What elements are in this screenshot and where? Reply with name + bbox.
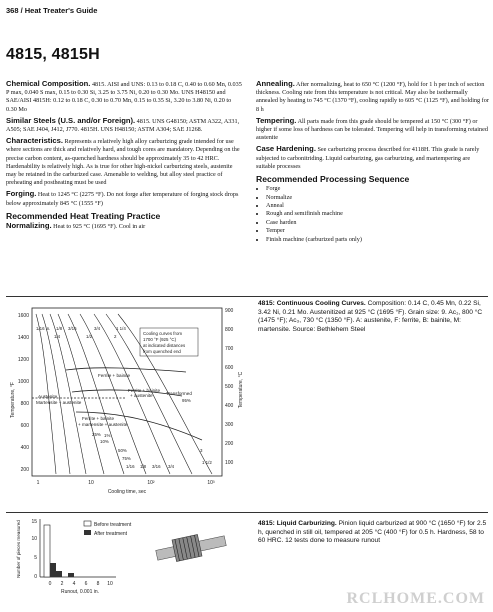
pct-label: 25% <box>92 432 101 437</box>
curve-label: 1/4 <box>54 334 61 339</box>
y-axis-label-f: Temperature, °F <box>10 382 16 418</box>
list-item: • Forge <box>266 185 490 193</box>
ferrite-start-line <box>66 368 186 372</box>
y-tick: 10 <box>31 536 37 542</box>
char-head: Characteristics. <box>6 136 63 146</box>
curve-label: 3/4 <box>94 326 101 331</box>
similar-steels <box>6 117 242 134</box>
y-tick-c: 400 <box>225 403 234 409</box>
divider <box>6 296 488 297</box>
legend-after: After treatment <box>94 531 128 537</box>
list-item: • Rough and semifinish machine <box>266 210 490 218</box>
fig1-caption-body: Composition: 0.14 C, 0.45 Mn, 0.22 Si, 3.42 Ni, 0.21 Mo. Austenitized at 925 °C (1695 °F). Grain size: 9. Ac₁, 800 °C (1475 °F); Ac₃, 730 °C (1350 °F). A: austenite, F: ferrite, B: bainite, M: martensite. Source: Bethlehem Steel <box>258 300 483 333</box>
fig1-caption-title: 4815: Continuous Cooling Curves. <box>258 300 366 307</box>
pct-label: 1% <box>104 433 111 438</box>
case-hardening <box>256 145 490 171</box>
characteristics <box>6 137 242 187</box>
runout-histogram <box>6 515 250 595</box>
temp-head: Tempering. <box>256 115 297 125</box>
cooling-curve <box>58 314 104 474</box>
x-tick: 10 <box>107 581 113 587</box>
right-column <box>256 80 490 244</box>
y-tick-f: 1400 <box>17 335 29 341</box>
x-tick: 1 <box>36 480 40 486</box>
x-tick: 10³ <box>207 480 215 486</box>
y-tick-c: 900 <box>225 308 234 314</box>
chem-body: 4815. AISI and UNS: 0.13 to 0.18 C, 0.40 to 0.60 Mn, 0.035 P max, 0.040 S max, 0.15 to 0.30 Si, 3.25 to 3.75 Ni, 0.20 to 0.30 Mo. UNS H48150 and SAE/AISI 4815H: 0.12 to 0.18 C, 0.30 to 0.70 Mn, 0.15 to 0.35 Si, 3.20 to 3.80 Ni, 0.20 to 0.30 Mo <box>6 81 242 113</box>
curve-label: 3/16 <box>152 464 161 469</box>
region-label: Ferrite + bainite <box>82 416 115 421</box>
divider <box>6 512 488 513</box>
pct-label: 75% <box>122 456 131 461</box>
y-tick-f: 400 <box>20 445 29 451</box>
sim-body: 4815. UNS G48150; ASTM A322, A331, A505; SAE J404, J412, J770. 4815H. UNS H48150; ASTM A304; SAE J1268. <box>6 117 240 134</box>
norm-head: Normalizing. <box>6 221 52 231</box>
curve-label: 1/16 in. <box>36 326 51 331</box>
case-body: See carburizing process described for 4118H. This grade is rarely subjected to carbonitriding. Liquid carburizing, gas carburizing, and martempering are suitable processes <box>256 146 480 170</box>
list-item: • Anneal <box>266 202 490 210</box>
y-axis-label-c: Temperature, °C <box>238 371 244 409</box>
x-tick: 0 <box>48 581 52 587</box>
y-tick-f: 600 <box>20 423 29 429</box>
x-tick: 4 <box>72 581 76 587</box>
left-column <box>6 80 242 234</box>
ann-head: Annealing. <box>256 79 295 88</box>
pinion-illustration <box>156 535 227 562</box>
y-tick-c: 700 <box>225 346 234 352</box>
curve-label: 1 1/2 <box>202 460 212 465</box>
inset-line: Cooling curves from <box>143 331 183 336</box>
y-tick-c: 100 <box>225 460 234 466</box>
curve-label: 1 1/4 <box>116 326 126 331</box>
x-tick: 2 <box>60 581 64 587</box>
bar-after <box>56 571 62 577</box>
norm-body: Heat to 925 °C (1695 °F). Cool in air <box>53 223 146 231</box>
y-tick-f: 800 <box>20 401 29 407</box>
curve-label: 1/8 <box>56 326 63 331</box>
y-tick: 0 <box>34 574 37 580</box>
curve-label: 2 <box>114 334 117 339</box>
x-tick: 8 <box>96 581 100 587</box>
figure2-caption <box>258 520 488 546</box>
running-header: 368 / Heat Treater's Guide <box>6 6 98 15</box>
tempering <box>256 117 490 143</box>
inset-line: 1700 °F (925 °C) <box>143 337 177 342</box>
bar-after <box>68 573 74 577</box>
fig2-caption-body: Pinion liquid carburized at 900 °C (1650 °F) for 2.5 h, quenched in still oil, tempered at 205 °C (400 °F) for 0.5 h. Hardness, 58 to 60 HRC. 12 tests done to measure runout <box>258 520 487 545</box>
bar-before <box>44 525 50 577</box>
y-tick-c: 600 <box>225 365 234 371</box>
list-item: • Normalize <box>266 194 490 202</box>
y-axis-label: Number of pieces measured <box>16 520 21 578</box>
curve-label: 3 <box>200 448 203 453</box>
region-label: Transformed <box>166 391 192 396</box>
x-axis-label: Runout, 0.001 in. <box>60 589 100 595</box>
y-tick: 15 <box>31 519 37 525</box>
inset-line: at indicated distances <box>143 343 186 348</box>
legend-swatch-after <box>84 530 91 535</box>
inset-line: from quenched end <box>143 349 181 354</box>
y-tick-f: 1000 <box>17 379 29 385</box>
sim-head: Similar Steels (U.S. and/or Foreign). <box>6 115 136 125</box>
y-tick-f: 1600 <box>17 313 29 319</box>
y-tick-c: 800 <box>225 327 234 333</box>
chem-head: Chemical Composition. <box>6 79 91 88</box>
curve-label: 1/2 <box>86 334 93 339</box>
curve-label: 1/8 <box>140 464 147 469</box>
region-label: Martensite + austenite <box>36 400 82 405</box>
rec-practice-heading: Recommended Heat Treating Practice <box>6 210 161 221</box>
list-item: • Finish machine (carburized parts only) <box>266 236 490 244</box>
processing-sequence-list <box>256 185 490 244</box>
figure1-caption <box>258 300 488 334</box>
watermark: RCLHOME.COM <box>346 590 485 607</box>
region-label: Austenite <box>38 394 58 399</box>
y-tick-f: 1200 <box>17 357 29 363</box>
forging <box>6 190 242 207</box>
y-tick-c: 200 <box>225 441 234 447</box>
case-head: Case Hardening. <box>256 144 316 154</box>
region-label: Ferrite + bainite <box>98 373 131 378</box>
curve-label: 1/16 <box>126 464 135 469</box>
char-body: Represents a relatively high alloy carburizing grade intended for use where sections are thick and relatively hard, and tough cores are mandatory. Depending on the precise carbon content, as-quenched hardness should be approximately 35 to 42 HRC. Hardenability is relatively high. As is true for other high-nickel carburizing steels, austenite may be retained in the carburized case. Amenable to welding, but alloy steel practice of preheating and postheating must be used <box>6 138 240 187</box>
forg-head: Forging. <box>6 189 37 199</box>
x-axis-label: Cooling time, sec <box>107 489 147 495</box>
region-label: + martensite + austenite <box>78 422 128 427</box>
region-label: Ferrite + bainite <box>128 388 161 393</box>
annealing <box>256 80 490 114</box>
curve-label: 3/16 <box>68 326 77 331</box>
pct-label: 95% <box>182 398 191 403</box>
y-tick-c: 300 <box>225 422 234 428</box>
pct-label: 50% <box>118 448 127 453</box>
list-item: • Temper <box>266 227 490 235</box>
y-tick-c: 500 <box>225 384 234 390</box>
temp-body: All parts made from this grade should be tempered at 150 °C (300 °F) or higher if some loss of hardness can be tolerated. Tempering will help in transforming retained austenite <box>256 117 488 142</box>
region-label: + austenite <box>130 393 153 398</box>
bar-after <box>50 563 56 577</box>
legend-before: Before treatment <box>94 522 132 528</box>
ann-body: After normalizing, heat to 650 °C (1200 °F), hold for 1 h per inch of section thickness. Cooling rate from this temperature is not critical. May also be isothermally annealed by heating to 745 °C (1370 °F), cooling rapidly to 605 °C (1125 °F), and holding for 8 h <box>256 81 489 113</box>
pct-label: 10% <box>100 439 109 444</box>
y-tick-f: 200 <box>20 467 29 473</box>
normalizing <box>6 222 242 231</box>
chemical-composition <box>6 80 242 114</box>
page-title: 4815, 4815H <box>6 46 100 63</box>
x-tick: 6 <box>84 581 88 587</box>
processing-sequence-heading: Recommended Processing Sequence <box>256 174 410 185</box>
forg-body: Heat to 1245 °C (2275 °F). Do not forge after temperature of forging stock drops below approximately 845 °C (1555 °F) <box>6 191 239 207</box>
legend-swatch-before <box>84 521 91 526</box>
fig2-caption-title: 4815: Liquid Carburizing. <box>258 520 337 527</box>
list-item: • Case harden <box>266 219 490 227</box>
x-tick: 10² <box>147 480 155 486</box>
curve-label: 3/4 <box>168 464 175 469</box>
cct-diagram <box>6 300 250 496</box>
y-tick: 5 <box>34 555 37 561</box>
x-tick: 10 <box>88 480 94 486</box>
